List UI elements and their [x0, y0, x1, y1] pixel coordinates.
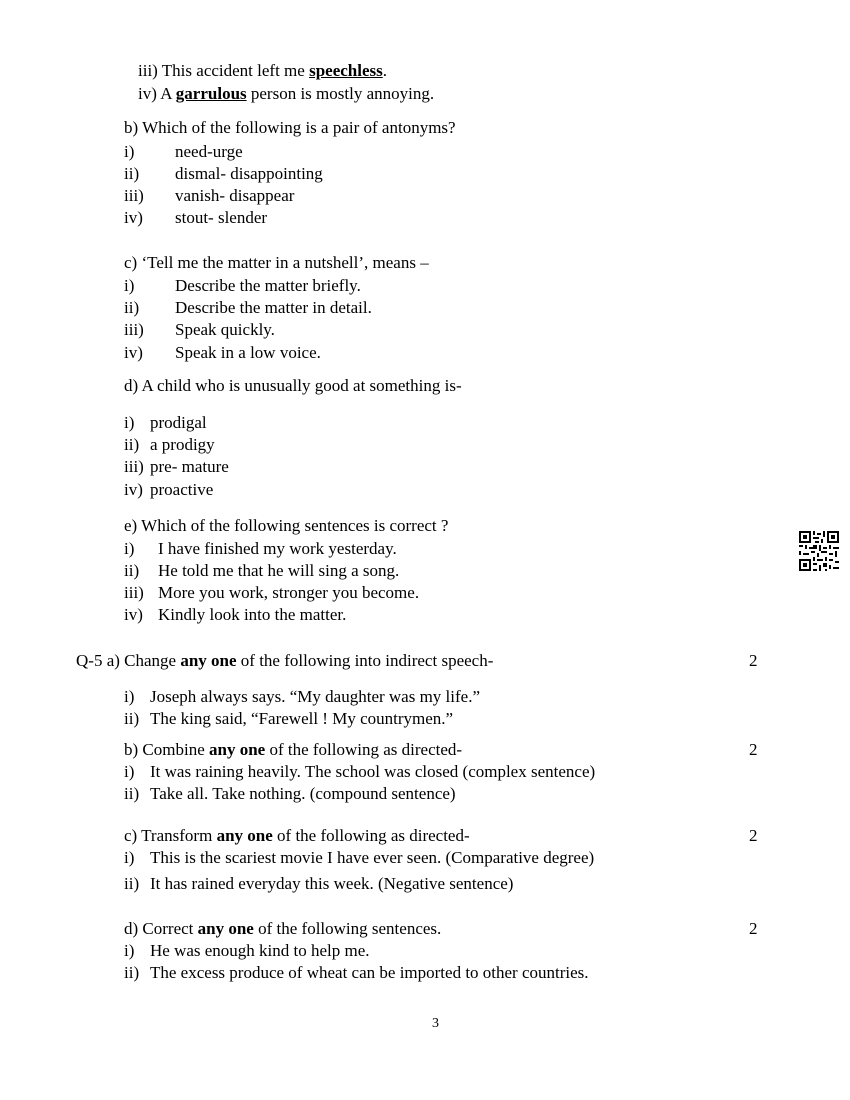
- q5d-heading: [124, 919, 441, 939]
- item-num: i): [124, 687, 135, 706]
- item-text: Take all. Take nothing. (compound sentence): [150, 784, 456, 803]
- option-text: pre- mature: [150, 457, 229, 476]
- q5b-pre: b) Combine: [124, 740, 209, 759]
- option-num: ii): [124, 561, 140, 580]
- q4b-option: [124, 142, 243, 162]
- q4b-option: [124, 164, 323, 184]
- item-text: The excess produce of wheat can be imported to other countries.: [150, 963, 589, 982]
- option-text: Kindly look into the matter.: [158, 605, 347, 624]
- q5b-post: of the following as directed-: [265, 740, 463, 759]
- option-num: i): [124, 539, 135, 558]
- option-text: dismal- disappointing: [175, 164, 323, 183]
- item-text: It has rained everyday this week. (Negative sentence): [150, 874, 514, 893]
- q5a-item: [124, 687, 480, 707]
- q5d-pre: d) Correct: [124, 919, 198, 938]
- q4a-item-iii-post: .: [382, 61, 387, 80]
- option-text: He told me that he will sing a song.: [158, 561, 400, 580]
- q4d-heading: d) A child who is unusually good at something is-: [124, 376, 462, 395]
- item-num: i): [124, 941, 135, 960]
- item-text: The king said, “Farewell ! My countrymen.”: [150, 709, 454, 728]
- option-text: Speak quickly.: [175, 320, 275, 339]
- q4c-heading: c) ‘Tell me the matter in a nutshell’, means –: [124, 253, 429, 272]
- q4a-item-iii-word: speechless: [309, 61, 383, 80]
- item-text: This is the scariest movie I have ever seen. (Comparative degree): [150, 848, 595, 867]
- q4a-item-iv: [138, 84, 434, 104]
- item-num: ii): [124, 874, 140, 893]
- option-num: i): [124, 276, 135, 295]
- q4a-item-iv-pre: A: [160, 84, 176, 103]
- option-num: ii): [124, 298, 140, 317]
- option-num: ii): [124, 164, 140, 183]
- q5d-item: [124, 963, 589, 983]
- item-num: i): [124, 848, 135, 867]
- q5d-bold: any one: [197, 919, 254, 938]
- item-num: ii): [124, 963, 140, 982]
- item-num: ii): [124, 784, 140, 803]
- option-num: iv): [124, 343, 143, 362]
- q4c-option: [124, 320, 275, 340]
- option-text: a prodigy: [150, 435, 215, 454]
- item-text: He was enough kind to help me.: [150, 941, 370, 960]
- q5d-post: of the following sentences.: [253, 919, 442, 938]
- item-num: ii): [124, 709, 140, 728]
- q4c-option: [124, 298, 372, 318]
- q5b-heading: [124, 740, 462, 760]
- option-num: iv): [124, 208, 143, 227]
- q4c-option: [124, 276, 361, 296]
- q4a-item-iii-num: iii): [138, 61, 158, 80]
- q5c-bold: any one: [216, 826, 273, 845]
- option-num: iv): [124, 480, 143, 499]
- q5b-item: [124, 762, 595, 782]
- q4a-item-iii-pre: This accident left me: [161, 61, 310, 80]
- q5c-marks: 2: [749, 826, 758, 845]
- q5a-item: [124, 709, 453, 729]
- option-num: iii): [124, 186, 144, 205]
- item-num: i): [124, 762, 135, 781]
- option-num: i): [124, 413, 135, 432]
- item-text: It was raining heavily. The school was closed (complex sentence): [150, 762, 596, 781]
- q4e-option: [124, 605, 346, 625]
- option-text: vanish- disappear: [175, 186, 295, 205]
- q4e-option: [124, 539, 397, 559]
- option-text: prodigal: [150, 413, 207, 432]
- qr-code-icon: [799, 531, 839, 571]
- option-text: More you work, stronger you become.: [158, 583, 420, 602]
- option-num: ii): [124, 435, 140, 454]
- q5b-marks: 2: [749, 740, 758, 759]
- q5b-item: [124, 784, 456, 804]
- q5b-bold: any one: [209, 740, 266, 759]
- option-num: iv): [124, 605, 143, 624]
- q5c-pre: c) Transform: [124, 826, 217, 845]
- q5c-item: [124, 848, 594, 868]
- q4e-heading: e) Which of the following sentences is correct ?: [124, 516, 449, 535]
- q4a-item-iii: [138, 61, 387, 81]
- q4d-option: [124, 480, 213, 500]
- q5a-pre: Q-5 a) Change: [76, 651, 181, 670]
- q4d-option: [124, 435, 215, 455]
- q4d-option: [124, 457, 229, 477]
- option-num: i): [124, 142, 135, 161]
- q5d-item: [124, 941, 370, 961]
- q5a-bold: any one: [180, 651, 237, 670]
- q5c-item: [124, 874, 513, 894]
- q5c-post: of the following as directed-: [272, 826, 470, 845]
- q4e-option: [124, 561, 399, 581]
- option-text: stout- slender: [175, 208, 268, 227]
- option-text: Describe the matter briefly.: [175, 276, 361, 295]
- q4b-option: [124, 208, 267, 228]
- q5a-marks: 2: [749, 651, 758, 670]
- q4e-option: [124, 583, 419, 603]
- q4a-item-iv-word: garrulous: [175, 84, 247, 103]
- option-text: Speak in a low voice.: [175, 343, 321, 362]
- option-num: iii): [124, 583, 144, 602]
- item-text: Joseph always says. “My daughter was my life.”: [150, 687, 481, 706]
- q4a-item-iv-num: iv): [138, 84, 157, 103]
- q4a-item-iv-post: person is mostly annoying.: [246, 84, 435, 103]
- q4b-option: [124, 186, 294, 206]
- q4b-heading: b) Which of the following is a pair of antonyms?: [124, 118, 456, 137]
- q5c-heading: [124, 826, 470, 846]
- option-text: I have finished my work yesterday.: [158, 539, 397, 558]
- option-num: iii): [124, 320, 144, 339]
- option-text: Describe the matter in detail.: [175, 298, 372, 317]
- page-number: 3: [432, 1016, 439, 1031]
- option-num: iii): [124, 457, 144, 476]
- q5d-marks: 2: [749, 919, 758, 938]
- q4d-option: [124, 413, 207, 433]
- q5a-heading: [76, 651, 493, 671]
- option-text: proactive: [150, 480, 214, 499]
- q5a-post: of the following into indirect speech-: [236, 651, 494, 670]
- option-text: need-urge: [175, 142, 243, 161]
- q4c-option: [124, 343, 321, 363]
